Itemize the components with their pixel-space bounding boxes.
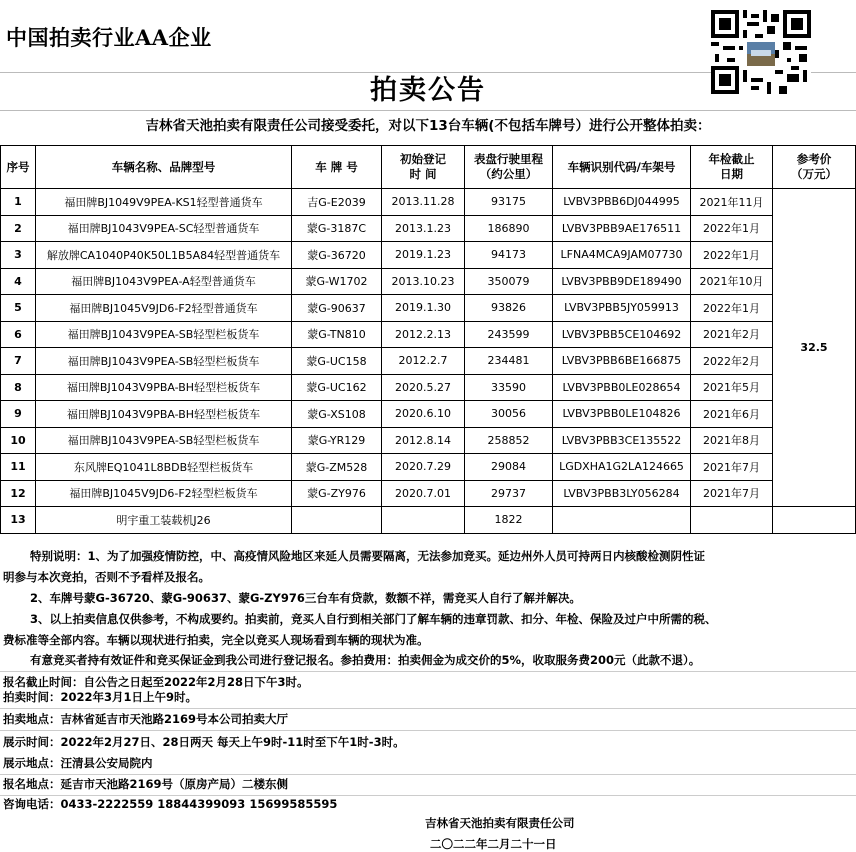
cell-no: 4	[1, 268, 36, 295]
cell-mileage: 350079	[465, 268, 553, 295]
cell-reg-date: 2020.6.10	[382, 401, 465, 428]
exhibit-time-text: 展示时间：2022年2月27日、28日两天 每天上午9时-11时至下午1时-3时。	[3, 735, 405, 749]
cell-vin: LVBV3PBB5JY059913	[553, 295, 691, 322]
cell-inspection: 2021年7月	[691, 454, 773, 481]
cell-price-empty	[773, 507, 856, 534]
table-header-row	[1, 146, 856, 189]
cell-inspection: 2022年2月	[691, 348, 773, 375]
header-plate: 车 牌 号	[292, 146, 382, 189]
cell-reg-date: 2019.1.23	[382, 242, 465, 269]
special-note-2: 2、车牌号蒙G-36720、蒙G-90637、蒙G-ZY976三台车有贷款，数额不祥，需竞买人自行了解并解决。	[30, 591, 581, 605]
signature-date: 二〇二二年二月二十一日	[430, 837, 557, 851]
table-row	[1, 374, 856, 401]
header-mileage: 表盘行驶里程 （约公里）	[465, 146, 553, 189]
cell-vin: LVBV3PBB6BE166875	[553, 348, 691, 375]
cell-reg-date: 2020.5.27	[382, 374, 465, 401]
table-row	[1, 189, 856, 216]
cell-reg-date: 2020.7.01	[382, 480, 465, 507]
cell-no: 3	[1, 242, 36, 269]
register-note: 有意竞买者持有效证件和竞买保证金到我公司进行登记报名。参拍费用：拍卖佣金为成交价的5%，收取服务费200元（此款不退）。	[30, 653, 701, 667]
table-row	[1, 348, 856, 375]
cell-mileage: 30056	[465, 401, 553, 428]
cell-no: 5	[1, 295, 36, 322]
cell-name: 福田牌BJ1043V9PEA-SB轻型栏板货车	[36, 321, 292, 348]
table-row	[1, 480, 856, 507]
cell-plate: 蒙G-ZM528	[292, 454, 382, 481]
cell-mileage: 93826	[465, 295, 553, 322]
cell-vin: LVBV3PBB3LY056284	[553, 480, 691, 507]
cell-plate: 蒙G-ZY976	[292, 480, 382, 507]
cell-mileage: 258852	[465, 427, 553, 454]
cell-mileage: 1822	[465, 507, 553, 534]
reg-place-text: 报名地点：延吉市天池路2169号（原房产局）二楼东侧	[3, 777, 289, 791]
cell-reg-date: 2013.10.23	[382, 268, 465, 295]
table-row	[1, 268, 856, 295]
signature-company: 吉林省天池拍卖有限责任公司	[425, 816, 575, 830]
cell-name: 福田牌BJ1045V9JD6-F2轻型普通货车	[36, 295, 292, 322]
header-vin: 车辆识别代码/车架号	[553, 146, 691, 189]
cell-no: 11	[1, 454, 36, 481]
cell-inspection: 2021年5月	[691, 374, 773, 401]
cell-plate: 蒙G-UC158	[292, 348, 382, 375]
header-no: 序号	[1, 146, 36, 189]
cell-inspection: 2022年1月	[691, 215, 773, 242]
header-price: 参考价 （万元）	[773, 146, 856, 189]
cell-plate: 蒙G-TN810	[292, 321, 382, 348]
cell-mileage: 243599	[465, 321, 553, 348]
cell-reg-date: 2020.7.29	[382, 454, 465, 481]
cell-name: 福田牌BJ1043V9PEA-SB轻型栏板货车	[36, 348, 292, 375]
cell-name: 东风牌EQ1041L8BDB轻型栏板货车	[36, 454, 292, 481]
table-row	[1, 427, 856, 454]
cell-inspection: 2021年2月	[691, 321, 773, 348]
cell-mileage: 94173	[465, 242, 553, 269]
cell-vin: LVBV3PBB0LE028654	[553, 374, 691, 401]
intro-text: 吉林省天池拍卖有限责任公司接受委托，对以下13台车辆(不包括车牌号）进行公开整体拍卖：	[145, 118, 711, 134]
cell-plate: 蒙G-W1702	[292, 268, 382, 295]
cell-no: 2	[1, 215, 36, 242]
cell-inspection: 2022年1月	[691, 295, 773, 322]
cell-inspection: 2022年1月	[691, 242, 773, 269]
company-tagline: 中国拍卖行业AA企业	[6, 25, 212, 50]
cell-name: 福田牌BJ1043V9PBA-BH轻型栏板货车	[36, 374, 292, 401]
cell-mileage: 29737	[465, 480, 553, 507]
cell-inspection: 2021年6月	[691, 401, 773, 428]
cell-reg-date: 2012.2.13	[382, 321, 465, 348]
cell-mileage: 234481	[465, 348, 553, 375]
cell-name: 福田牌BJ1049V9PEA-KS1轻型普通货车	[36, 189, 292, 216]
cell-inspection: 2021年8月	[691, 427, 773, 454]
cell-plate: 蒙G-36720	[292, 242, 382, 269]
cell-inspection	[691, 507, 773, 534]
cell-name: 福田牌BJ1043V9PEA-SB轻型栏板货车	[36, 427, 292, 454]
cell-reg-date: 2013.1.23	[382, 215, 465, 242]
cell-mileage: 29084	[465, 454, 553, 481]
cell-no: 1	[1, 189, 36, 216]
cell-name: 明宇重工装载机J26	[36, 507, 292, 534]
table-row	[1, 215, 856, 242]
exhibit-place-text: 展示地点：汪清县公安局院内	[3, 756, 153, 770]
cell-vin	[553, 507, 691, 534]
special-note-1-cont: 明参与本次竞拍，否则不予看样及报名。	[3, 570, 210, 584]
cell-plate: 蒙G-XS108	[292, 401, 382, 428]
cell-plate: 蒙G-90637	[292, 295, 382, 322]
special-note-3-cont: 费标准等全部内容。车辆以现状进行拍卖，完全以竞买人现场看到车辆的现状为准。	[3, 633, 429, 647]
page-title: 拍卖公告	[0, 72, 856, 111]
deadline-text: 报名截止时间：自公告之日起至2022年2月28日下午3时。	[3, 675, 309, 689]
cell-vin: LVBV3PBB9AE176511	[553, 215, 691, 242]
cell-reg-date	[382, 507, 465, 534]
auction-time-text: 拍卖时间：2022年3月1日上午9时。	[3, 690, 198, 704]
table-row	[1, 242, 856, 269]
table-row	[1, 454, 856, 481]
header-inspection: 年检截止 日期	[691, 146, 773, 189]
special-note-3: 3、以上拍卖信息仅供参考，不构成要约。拍卖前，竞买人自行到相关部门了解车辆的违章罚款、扣分、年检、保险及过户中所需的税、	[30, 612, 717, 626]
vehicle-table	[0, 145, 856, 534]
cell-vin: LVBV3PBB6DJ044995	[553, 189, 691, 216]
cell-plate: 蒙G-YR129	[292, 427, 382, 454]
cell-reg-date: 2019.1.30	[382, 295, 465, 322]
cell-vin: LGDXHA1G2LA124665	[553, 454, 691, 481]
cell-name: 解放牌CA1040P40K50L1B5A84轻型普通货车	[36, 242, 292, 269]
cell-mileage: 186890	[465, 215, 553, 242]
cell-reg-date: 2013.11.28	[382, 189, 465, 216]
table-row	[1, 401, 856, 428]
cell-reg-date: 2012.2.7	[382, 348, 465, 375]
cell-mileage: 93175	[465, 189, 553, 216]
cell-vin: LVBV3PBB5CE104692	[553, 321, 691, 348]
cell-vin: LVBV3PBB9DE189490	[553, 268, 691, 295]
phone-text: 咨询电话：0433-2222559 18844399093 15699585595	[3, 797, 338, 811]
cell-no: 7	[1, 348, 36, 375]
cell-vin: LVBV3PBB0LE104826	[553, 401, 691, 428]
cell-no: 13	[1, 507, 36, 534]
table-row	[1, 295, 856, 322]
cell-name: 福田牌BJ1043V9PBA-BH轻型栏板货车	[36, 401, 292, 428]
special-note-1: 特别说明：1、为了加强疫情防控，中、高疫情风险地区来延人员需要隔离，无法参加竞买。延边州外人员可持两日内核酸检测阴性证	[30, 549, 705, 563]
cell-reg-date: 2012.8.14	[382, 427, 465, 454]
cell-plate: 吉G-E2039	[292, 189, 382, 216]
cell-vin: LFNA4MCA9JAM07730	[553, 242, 691, 269]
cell-plate: 蒙G-UC162	[292, 374, 382, 401]
auction-place-text: 拍卖地点：吉林省延吉市天池路2169号本公司拍卖大厅	[3, 712, 289, 726]
cell-no: 10	[1, 427, 36, 454]
cell-plate: 蒙G-3187C	[292, 215, 382, 242]
cell-name: 福田牌BJ1043V9PEA-SC轻型普通货车	[36, 215, 292, 242]
table-row	[1, 507, 856, 534]
cell-vin: LVBV3PBB3CE135522	[553, 427, 691, 454]
cell-no: 8	[1, 374, 36, 401]
cell-name: 福田牌BJ1045V9JD6-F2轻型栏板货车	[36, 480, 292, 507]
header-name: 车辆名称、品牌型号	[36, 146, 292, 189]
cell-no: 12	[1, 480, 36, 507]
cell-no: 9	[1, 401, 36, 428]
table-row	[1, 321, 856, 348]
cell-no: 6	[1, 321, 36, 348]
cell-inspection: 2021年7月	[691, 480, 773, 507]
cell-inspection: 2021年11月	[691, 189, 773, 216]
cell-reference-price: 32.5	[773, 189, 856, 507]
header-reg-date: 初始登记 时 间	[382, 146, 465, 189]
cell-inspection: 2021年10月	[691, 268, 773, 295]
cell-mileage: 33590	[465, 374, 553, 401]
cell-plate	[292, 507, 382, 534]
cell-name: 福田牌BJ1043V9PEA-A轻型普通货车	[36, 268, 292, 295]
